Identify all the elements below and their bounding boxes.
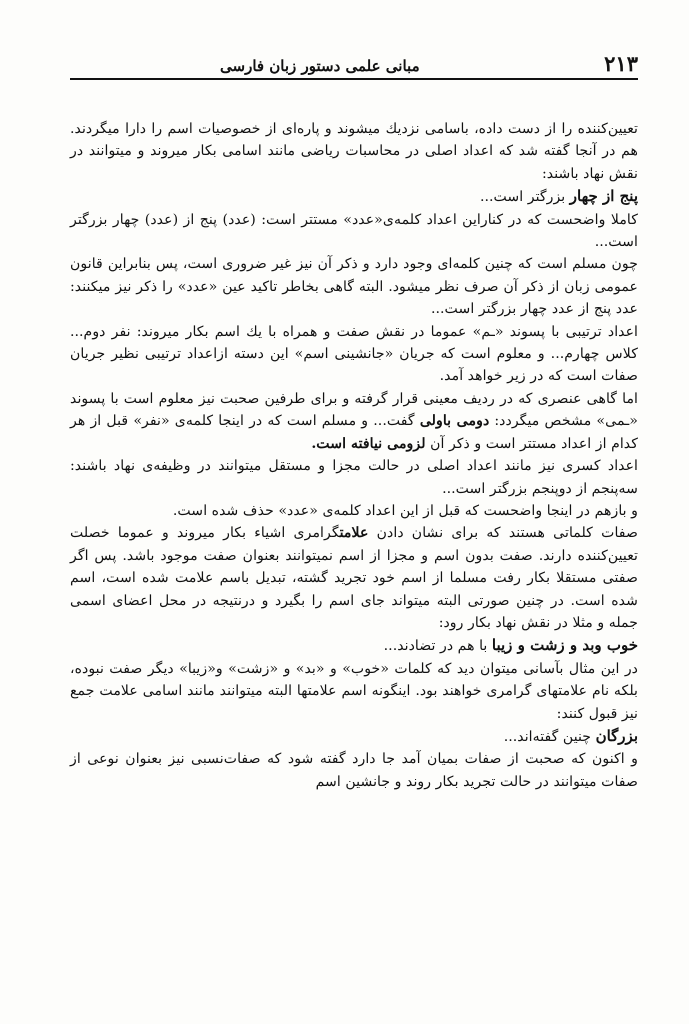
example-bold-text: پنج از چهار [569, 187, 638, 206]
paragraph-bold-text: علامت [339, 525, 369, 542]
example-line [70, 634, 638, 657]
paragraph-text: گفت... و مسلم است که در اینجا کلمه‌ی «نفر» قبل از هر کدام از اعداد مستتر است و ذکر آن [70, 413, 638, 452]
paragraph-text: گرامری اشیاء بکار میروند و عموما خصلت تعیین‌کننده دارند. صفت بدون اسم و مجزا از اسم نمیتوانند بعنوان صفت موجود باشد. پس اگر صفتی مستقلا بکار رفت مسلما از اسم خود تجرید گشته، تبدیل باسم علامت شده است، اسم شده است. در چنین صورتی البته میتواند جای اسم را بگیرد و درنتیجه در محل اعضای اسمی جمله و مثلا در نقش نهاد بکار رود: [70, 525, 638, 631]
paragraph-bold-text: دومی باولی [419, 413, 490, 430]
paragraph: و بازهم در اینجا واضحست که قبل از این اعداد کلمه‌ی «عدد» حذف شده است. [172, 502, 638, 519]
example-text: با هم در تضادند... [383, 638, 492, 655]
paragraph: کاملا واضحست که در کناراین اعداد کلمه‌ی«عدد» مستتر است: (عدد) پنج از (عدد) چهار بزرگتر است... [70, 211, 638, 251]
example-line [70, 185, 638, 208]
page-header [70, 40, 638, 80]
running-title: مبانی علمی دستور زبان فارسی [220, 57, 420, 75]
paragraph [70, 522, 638, 634]
paragraph: تعیین‌کننده را از دست داده، باسامی نزدیك میشوند و پاره‌ای از خصوصیات اسم را دارا میگردند. هم در آنجا گفته شد که اعداد اصلی در محاسبات ریاضی مانند اسامی بکار میروند و میتوانند در نقش نهاد باشند: [70, 121, 638, 182]
document-page [70, 40, 638, 990]
example-text: بزرگتر است... [479, 189, 570, 206]
example-text: چنین گفته‌اند... [503, 728, 596, 745]
paragraph: چون مسلم است که چنین کلمه‌ای وجود دارد و ذکر آن نیز غیر ضروری است، پس بنابراین قانون عمومی زبان از ذکر آن صرف نظر میشود. البته گاهی بخاطر تاکید عین «عدد» را ذکر نیز میکنند: عدد پنج از عدد چهار بزرگتر است... [70, 256, 638, 318]
page-body [70, 118, 638, 793]
page-number: ۲۱۳ [604, 51, 638, 76]
paragraph-text: صفات کلماتی هستند که برای نشان دادن [368, 525, 638, 542]
paragraph-bold-text: لزومی نیافته است. [311, 435, 426, 452]
paragraph [70, 388, 638, 455]
example-line [70, 725, 638, 748]
paragraph-text: اما گاهی عنصری که در ردیف معینی قرار گرفته و برای طرفین صحبت نیز معلوم است با پسوند «ـمی» مشخص میگردد: [70, 390, 638, 430]
paragraph: اعداد ترتیبی با پسوند «ـم» عموما در نقش صفت و همراه با یك اسم بکار میروند: نفر دوم... کلاس چهارم... و معلوم است که جریان «جانشینی اسم» این دسته ازاعداد ترتیبی نظیر جریان صفات است که در زیر خواهد آمد. [70, 323, 638, 385]
paragraph: و اکنون که صحبت از صفات بمیان آمد جا دارد گفته شود که صفات‌نسبی نیز بعنوان نوعی از صفات میتوانند در حالت تجرید بکار روند و جانشین اسم [70, 751, 638, 790]
paragraph: در این مثال بآسانی میتوان دید که کلمات «خوب» و «بد» و «زشت» و«زیبا» دیگر صفت نبوده، بلکه نام علامتهای گرامری خواهند بود. اینگونه اسم علامتها البته میتوانند مانند اسامی علامت جمع نیز قبول کنند: [70, 660, 638, 722]
example-bold-text: خوب وبد و زشت و زیبا [491, 636, 638, 655]
example-bold-text: بزرگان [595, 726, 638, 745]
paragraph: اعداد کسری نیز مانند اعداد اصلی در حالت مجزا و مستقل میتوانند در وظیفه‌ی نهاد باشند: سه‌پنجم از دوپنجم بزرگتر است... [70, 458, 638, 497]
